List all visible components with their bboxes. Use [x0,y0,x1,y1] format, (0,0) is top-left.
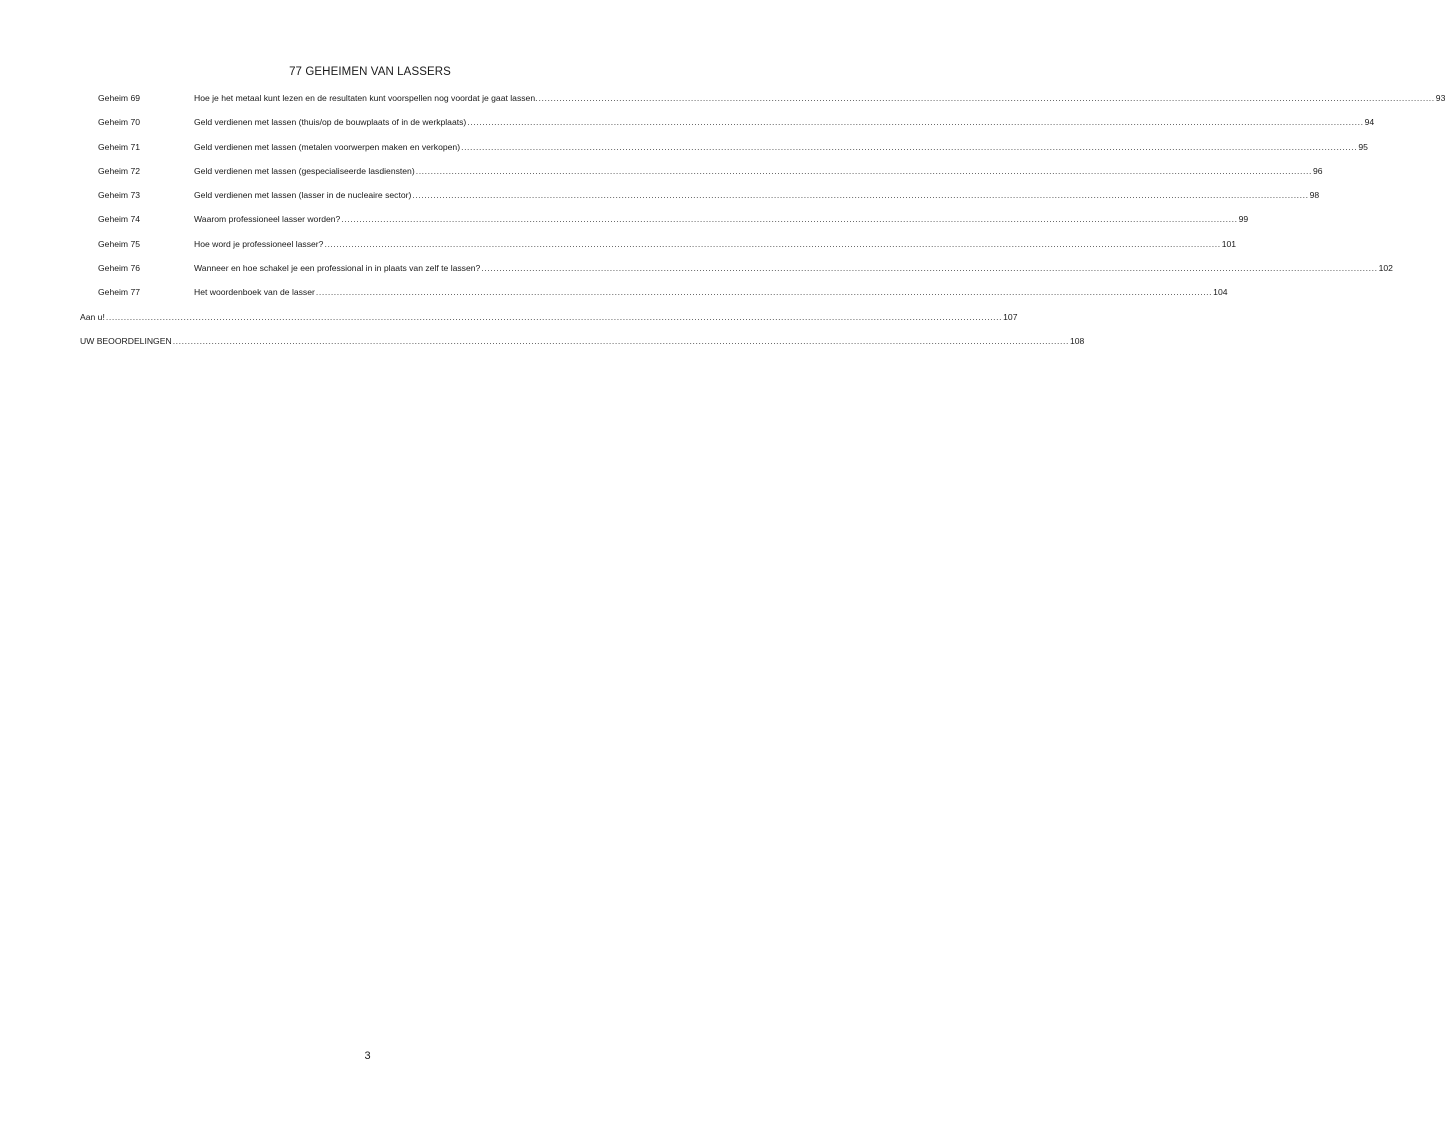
dot-leader: ............................................................................................................................................................................................................................................................................................................ [315,287,1213,298]
toc-entry-page: 108 [1069,335,1085,346]
toc-entry[interactable] [80,285,1228,309]
toc-entry[interactable] [80,261,1393,285]
toc-entry-page: 96 [1313,165,1323,176]
toc-entry-label: Geheim 76 [98,263,141,274]
toc-entry[interactable] [80,91,1445,115]
toc-entry-title: Aan u! [80,311,105,322]
toc-entry[interactable] [80,237,1237,261]
toc-entry-page: 99 [1238,214,1249,225]
dot-leader: ............................................................................................................................................................................................................................................................................................................ [341,214,1238,225]
toc-entry-title: Geld verdienen met lassen (gespecialiseerde lasdiensten) [194,165,415,176]
toc-entry-label: Geheim 72 [98,165,141,176]
toc-entry-label: Geheim 70 [98,117,141,128]
toc-entry-label: Geheim 74 [98,214,141,225]
toc-entry-page: 104 [1213,287,1228,298]
toc-entry[interactable] [80,212,1249,236]
dot-leader: ............................................................................................................................................................................................................................................................................................................ [324,238,1221,249]
toc-entry-page: 93 [1435,93,1445,103]
page-number: 3 [364,1050,371,1062]
toc-entry-label: Geheim 71 [98,141,141,152]
toc-entry-page: 101 [1221,238,1237,249]
toc-entry-page: 107 [1003,311,1018,322]
document-title: 77 GEHEIMEN VAN LASSERS [289,66,451,78]
dot-leader: ............................................................................................................................................................................................................................................................................................................ [415,165,1312,176]
dot-leader: ............................................................................................................................................................................................................................................................................................................ [412,190,1309,201]
dot-leader: ............................................................................................................................................................................................................................................................................................................ [538,93,1435,103]
toc-entry[interactable] [80,115,1375,139]
toc-entry-title: Geld verdienen met lassen (thuis/op de bouwplaats of in de werkplaats) [194,117,467,128]
toc-entry-title: Het woordenboek van de lasser [194,287,315,298]
toc-entry-page: 98 [1309,190,1320,201]
toc-entry-page: 102 [1378,263,1393,274]
toc-entry[interactable] [80,188,1320,212]
toc-entry-label: Geheim 69 [98,93,141,103]
toc-entry-title: Geld verdienen met lassen (lasser in de nucleaire sector) [194,190,412,201]
dot-leader: ............................................................................................................................................................................................................................................................................................................ [461,141,1358,152]
table-of-contents [80,91,1445,358]
toc-entry-label: Geheim 77 [98,287,141,298]
toc-entry-label: Geheim 75 [98,238,141,249]
toc-entry-page: 95 [1358,141,1368,152]
toc-entry-label: Geheim 73 [98,190,141,201]
toc-entry-title: Hoe word je professioneel lasser? [194,238,324,249]
toc-top-entry[interactable] [80,334,1085,358]
toc-entry[interactable] [80,140,1368,164]
dot-leader: ............................................................................................................................................................................................................................................................................................................ [467,117,1364,128]
dot-leader: ............................................................................................................................................................................................................................................................................................................ [481,263,1378,274]
toc-entry-title: UW BEOORDELINGEN [80,335,172,346]
toc-entry-title: Geld verdienen met lassen (metalen voorwerpen maken en verkopen) [194,141,461,152]
toc-entry[interactable] [80,164,1323,188]
dot-leader: ............................................................................................................................................................................................................................................................................................................ [172,335,1069,346]
dot-leader: ............................................................................................................................................................................................................................................................................................................ [105,311,1003,322]
toc-entry-title: Wanneer en hoe schakel je een professional in in plaats van zelf te lassen? [194,263,481,274]
toc-entry-title: Hoe je het metaal kunt lezen en de resultaten kunt voorspellen nog voordat je gaat lassen. [194,93,538,103]
toc-top-entry[interactable] [80,310,1018,334]
toc-entry-page: 94 [1364,117,1375,128]
toc-entry-title: Waarom professioneel lasser worden? [194,214,341,225]
